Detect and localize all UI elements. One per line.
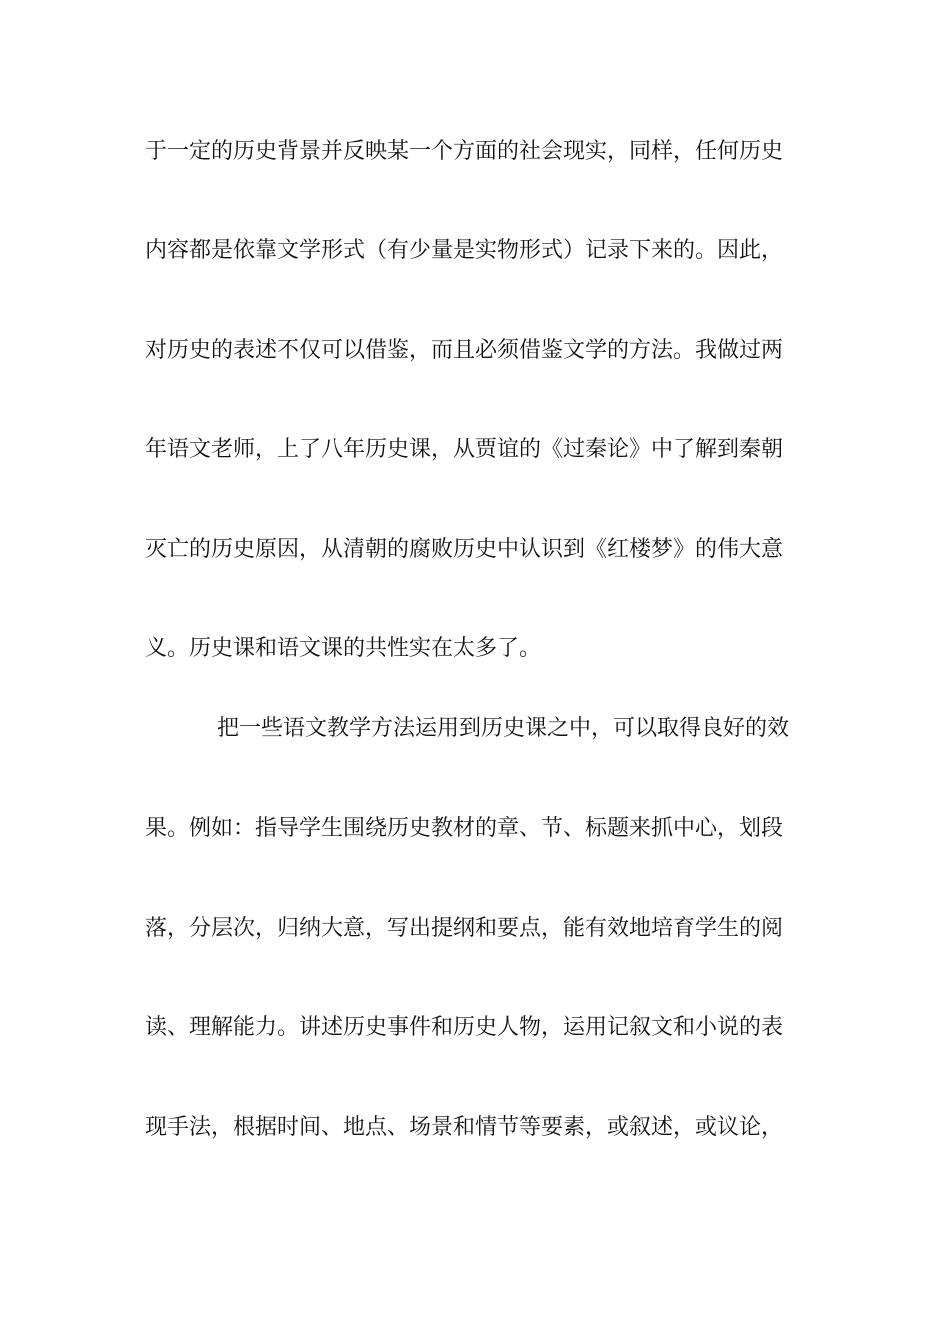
text-line: 落，分层次，归纳大意，写出提纲和要点，能有效地培育学生的阅 xyxy=(145,916,784,941)
paragraph-first-line: 把一些语文教学方法运用到历史课之中，可以取得良好的效 xyxy=(217,716,790,741)
text-line: 年语文老师，上了八年历史课，从贾谊的《过秦论》中了解到秦朝 xyxy=(145,437,784,462)
text-line: 读、理解能力。讲述历史事件和历史人物，运用记叙文和小说的表 xyxy=(145,1015,784,1040)
text-line: 内容都是依靠文学形式（有少量是实物形式）记录下来的。因此， xyxy=(145,238,784,263)
text-line: 果。例如：指导学生围绕历史教材的章、节、标题来抓中心，划段 xyxy=(145,816,784,841)
text-line: 于一定的历史背景并反映某一个方面的社会现实，同样，任何历史 xyxy=(145,139,784,164)
text-line: 灭亡的历史原因，从清朝的腐败历史中认识到《红楼梦》的伟大意 xyxy=(145,537,784,562)
text-line: 义。历史课和语文课的共性实在太多了。 xyxy=(145,636,542,661)
text-line: 现手法，根据时间、地点、场景和情节等要素，或叙述，或议论， xyxy=(145,1115,784,1140)
text-line: 对历史的表述不仅可以借鉴，而且必须借鉴文学的方法。我做过两 xyxy=(145,338,784,363)
